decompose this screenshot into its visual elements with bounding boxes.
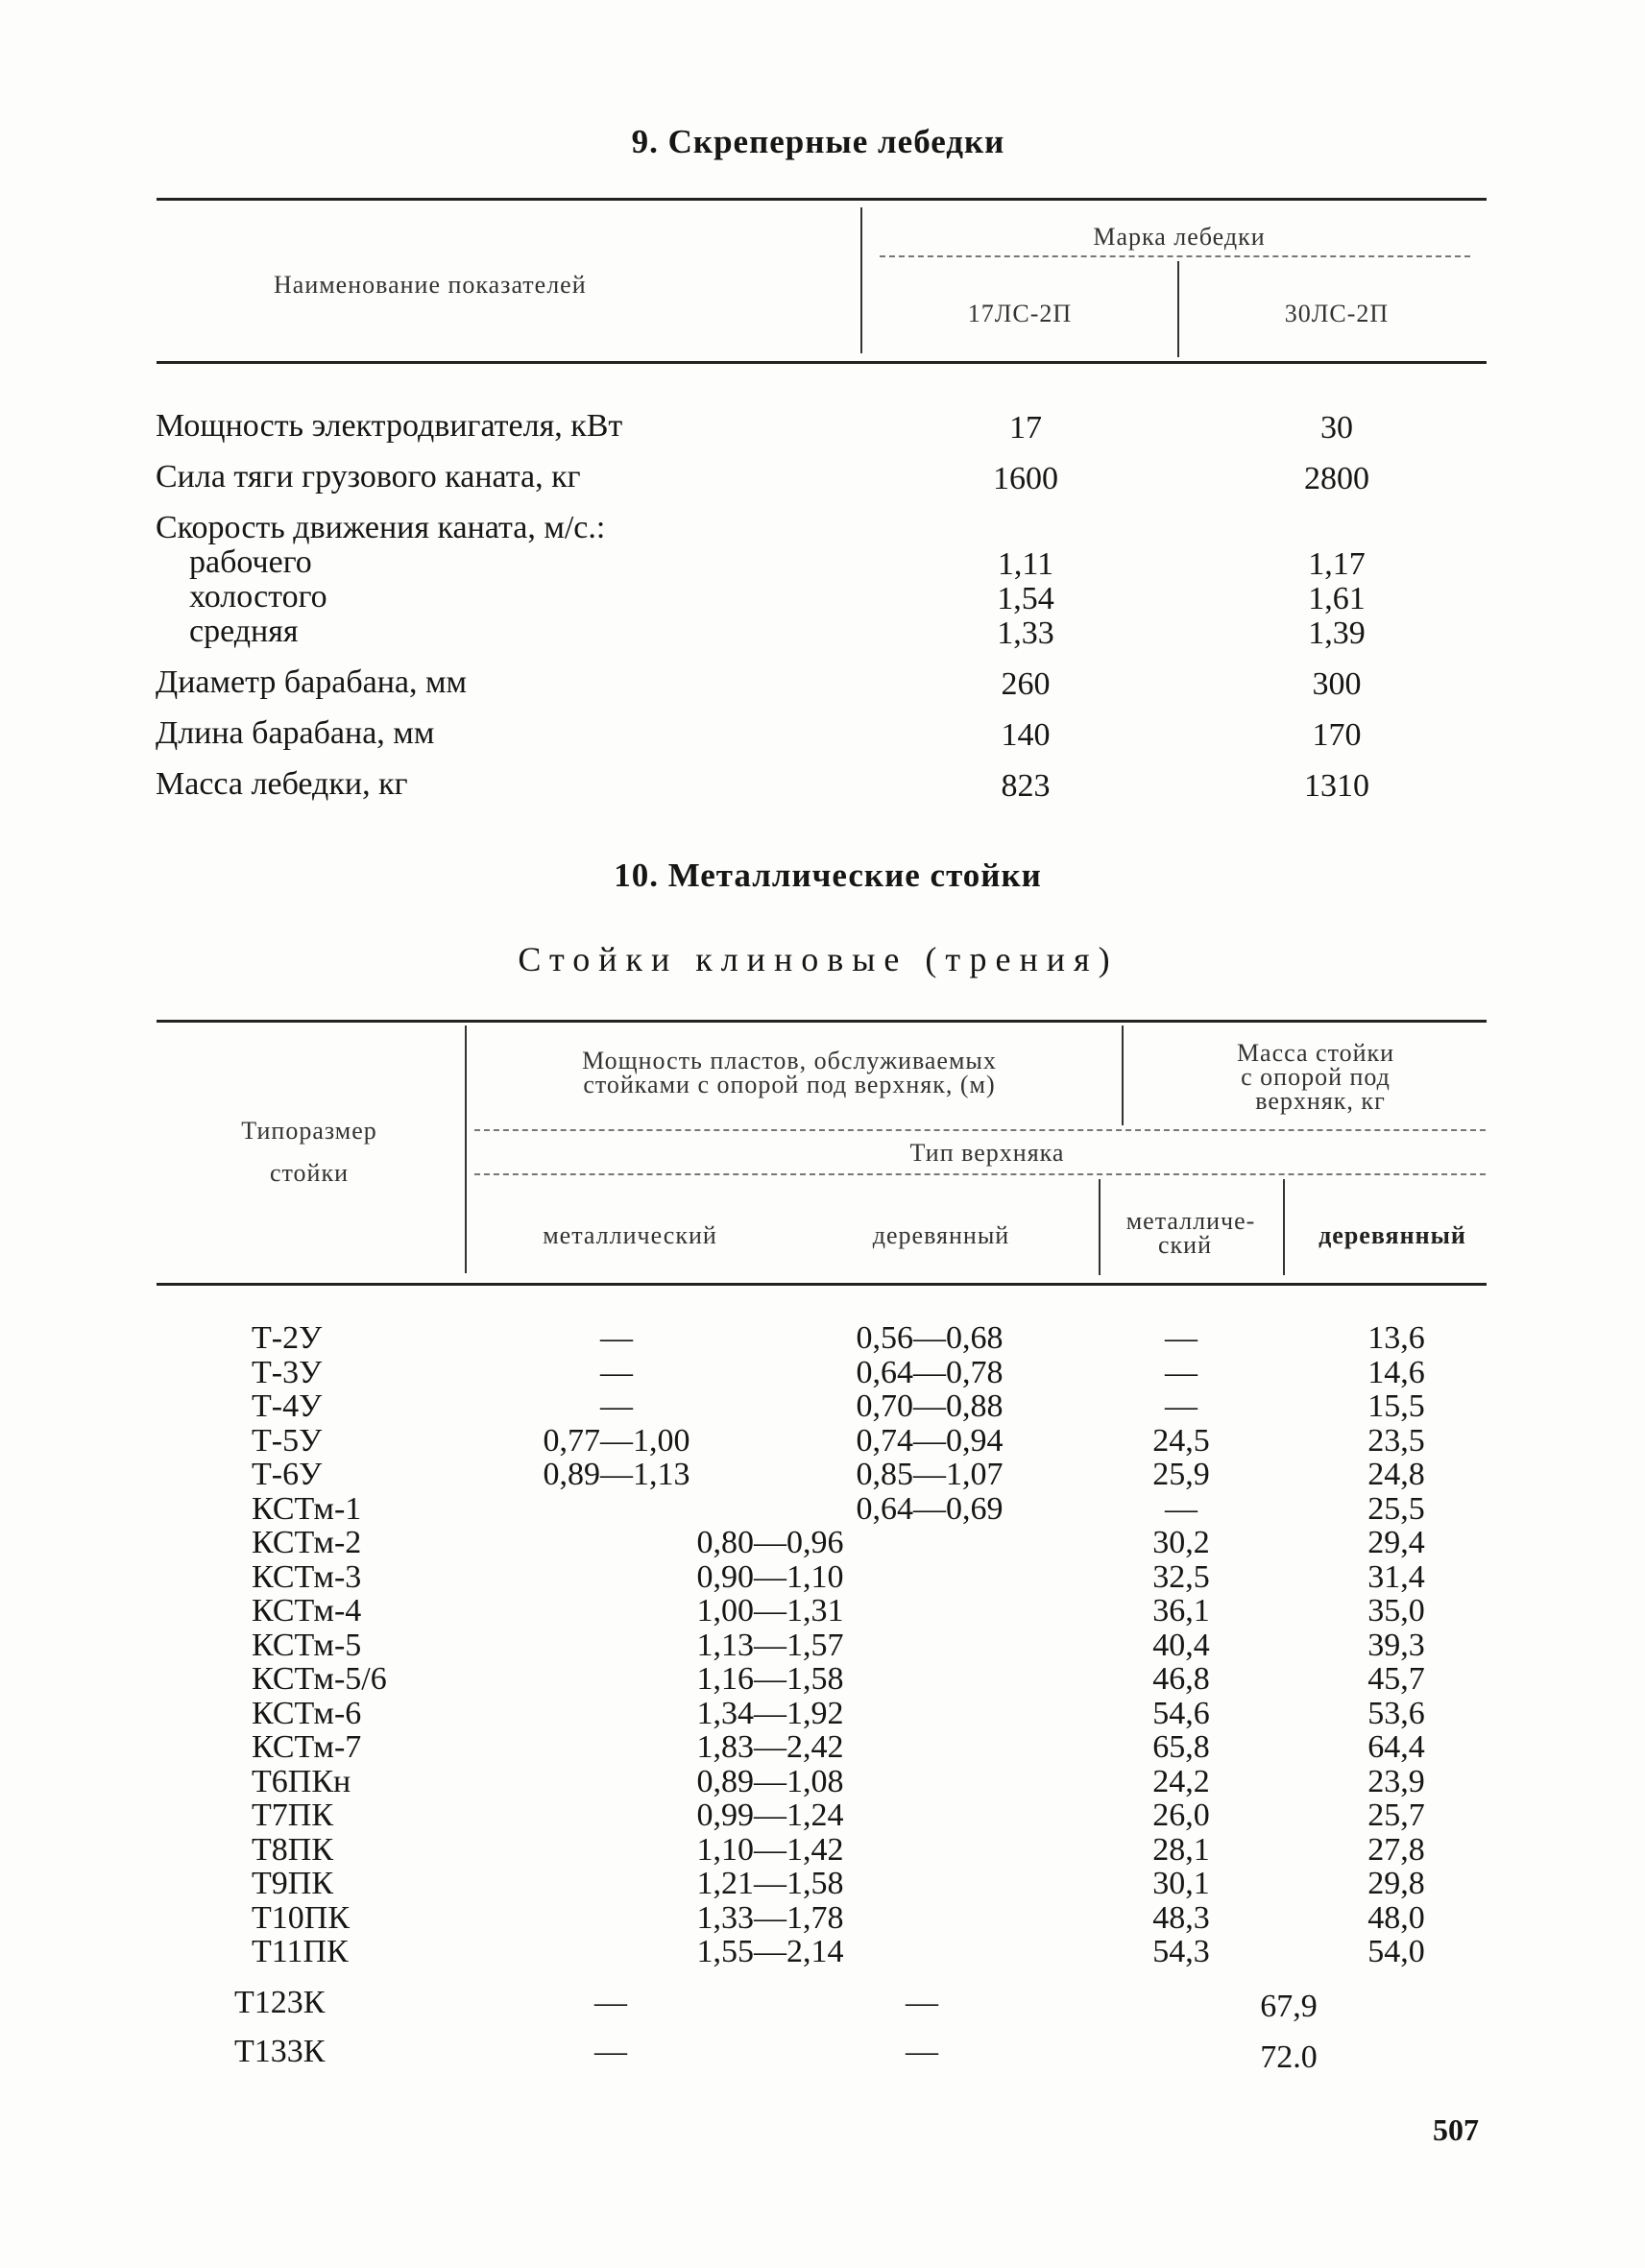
table9-row-label: Длина барабана, мм — [156, 715, 435, 751]
table10-mass-wood-cell: 53,6 — [1367, 1695, 1425, 1731]
table10-mass-metal-cell: 65,8 — [1152, 1729, 1210, 1765]
table10-header-wood: деревянный — [872, 1221, 1010, 1249]
table10-mass-wood-cell: 29,4 — [1367, 1525, 1425, 1560]
table10-thick-wood-cell: — — [906, 2034, 938, 2069]
table10-thick-cell: 1,10—1,42 — [696, 1831, 844, 1868]
table9-row-label: холостого — [189, 579, 327, 615]
table9-row-v1: 1,11 — [997, 546, 1054, 582]
table10-thick-cell: 1,00—1,31 — [696, 1593, 844, 1629]
table9-row-v1: 17 — [1009, 410, 1042, 446]
table10-mass-metal-cell: 24,5 — [1152, 1422, 1210, 1459]
table9-row-v2: 1,61 — [1308, 581, 1366, 616]
table9-row-v1: 823 — [1001, 768, 1051, 804]
table10-type-cell: Т-4У — [252, 1388, 323, 1424]
table10-mass-wood-cell: 35,0 — [1367, 1593, 1425, 1629]
table10-group-rule — [474, 1129, 1486, 1131]
table10-mass-metal-cell: 26,0 — [1152, 1798, 1210, 1833]
table10-type-cell: Т6ПКн — [252, 1763, 351, 1799]
table9-header-col2: 30ЛС-2П — [1284, 300, 1390, 327]
table10-type-cell: Т123К — [234, 1985, 326, 2020]
table10-thick-cell: 0,89—1,08 — [696, 1763, 844, 1799]
table10-mass-metal-cell: 30,1 — [1152, 1866, 1210, 1901]
table10-thick-wood-cell: 0,85—1,07 — [856, 1457, 1004, 1492]
table10-mass-metal-cell: 32,5 — [1152, 1558, 1210, 1595]
table10-subcol-divider-1 — [1099, 1179, 1101, 1275]
table10-thick-cell: 0,90—1,10 — [696, 1558, 844, 1595]
table10-thick-cell: 1,34—1,92 — [696, 1695, 844, 1731]
table10-mass-cell: 67,9 — [1260, 1989, 1318, 2024]
table10-thick-cell: 1,21—1,58 — [696, 1866, 844, 1901]
table10-thick-metal-col — [544, 1321, 690, 1526]
table10-mass-cell: 72.0 — [1260, 2039, 1318, 2075]
table10-mass-metal-cell: — — [1165, 1388, 1197, 1424]
table10-mass-wood-cell: 25,5 — [1367, 1490, 1425, 1527]
table9-row-v2: 2800 — [1304, 461, 1369, 496]
table10-mass-metal-cell: 46,8 — [1152, 1661, 1210, 1697]
table10-mass-wood-cell: 24,8 — [1367, 1457, 1425, 1492]
table10-mass-metal-cell: 30,2 — [1152, 1525, 1210, 1560]
table10-header-type-line1: Типоразмер — [241, 1117, 377, 1145]
table9-header-name: Наименование показателей — [274, 271, 587, 299]
table10-mass-divider — [1122, 1025, 1124, 1125]
table10-type-cell: Т7ПК — [252, 1798, 333, 1833]
table10-thick-wood-cell: 0,74—0,94 — [856, 1422, 1004, 1459]
table10-header-mass-line2: с опорой под — [1241, 1063, 1391, 1091]
table10-mass-wood-cell: 48,0 — [1367, 1899, 1425, 1936]
table9-col-divider — [1177, 261, 1179, 357]
table10-type-divider — [465, 1025, 467, 1273]
table9-group-rule — [880, 255, 1470, 257]
table10-mass-metal-cell: 28,1 — [1152, 1831, 1210, 1868]
table10-subcol-divider-2 — [1283, 1179, 1285, 1275]
table10-thick-wood-col — [857, 1321, 1004, 1526]
table10-mass-wood-cell: 31,4 — [1367, 1558, 1425, 1595]
table10-mass-wood-cell: 23,9 — [1367, 1763, 1425, 1799]
table9-row-v2: 30 — [1320, 410, 1353, 446]
table10-header-rule — [157, 1283, 1487, 1286]
table9-row-label: Масса лебедки, кг — [156, 766, 408, 802]
table9-row-label: рабочего — [189, 544, 312, 580]
table10-thick-metal-cell: 0,77—1,00 — [543, 1422, 690, 1459]
table10-header-mass-line1: Масса стойки — [1236, 1039, 1395, 1067]
table10-type-cell: Т133К — [234, 2034, 326, 2069]
table10-mass-metal-cell: 40,4 — [1152, 1627, 1210, 1663]
table9-row-v2: 1310 — [1304, 768, 1369, 804]
table10-mass-metal-cell: 54,3 — [1152, 1934, 1210, 1969]
table10-mass-wood-cell: 45,7 — [1367, 1661, 1425, 1697]
table10-thick-wood-cell: 0,64—0,69 — [856, 1490, 1004, 1527]
table10-mass-wood-cell: 25,7 — [1367, 1798, 1425, 1833]
table10-type-cell: КСТм-5 — [252, 1627, 362, 1663]
table9-row-v2: 1,17 — [1308, 546, 1366, 582]
table10-thick-cell: 0,80—0,96 — [696, 1525, 844, 1560]
table10-thick-merged-col — [697, 1526, 844, 1969]
table10-thick-metal-cell: — — [600, 1388, 633, 1424]
table10-thick-metal-cell: — — [600, 1320, 633, 1356]
table9-row-v2: 1,39 — [1308, 615, 1366, 651]
table10-mass-wood-cell: 13,6 — [1367, 1320, 1425, 1356]
table10-mass-metal-cell: 54,6 — [1152, 1695, 1210, 1731]
table10-type-cell: Т-5У — [252, 1422, 323, 1459]
section10-subtitle: Стойки клиновые (трения) — [518, 940, 1119, 978]
table9-row-v1: 1,54 — [997, 581, 1054, 616]
table10-type-cell: Т-2У — [252, 1320, 323, 1356]
table10-mass-wood-cell: 14,6 — [1367, 1354, 1425, 1390]
table10-thick-wood-cell: 0,64—0,78 — [856, 1354, 1004, 1390]
table10-header-metal: металлический — [543, 1221, 717, 1249]
table10-type-cell: КСТм-6 — [252, 1695, 362, 1731]
table10-types-merged — [252, 1526, 387, 1969]
table10-thick-metal-cell: — — [594, 2034, 627, 2069]
table10-header-type-line2: стойки — [269, 1159, 350, 1187]
table10-header-wood-bold: деревянный — [1318, 1221, 1466, 1249]
table10-mass-metal-cell: — — [1165, 1320, 1197, 1356]
table9-row-label: Сила тяги грузового каната, кг — [156, 459, 581, 495]
table10-mass-metal-cell: — — [1165, 1490, 1197, 1527]
table10-mass-wood-cell: 27,8 — [1367, 1831, 1425, 1868]
table10-thick-wood-cell: 0,56—0,68 — [856, 1320, 1004, 1356]
table10-thick-cell: 0,99—1,24 — [696, 1798, 844, 1833]
table9-row-v1: 1,33 — [997, 615, 1054, 651]
table10-thick-cell: 1,55—2,14 — [696, 1934, 844, 1969]
table10-header-metal-short-line1: металличе- — [1125, 1207, 1256, 1235]
table10-type-cell: КСТм-1 — [252, 1490, 362, 1527]
table10-header-thickness-line1: Мощность пластов, обслуживаемых — [582, 1047, 997, 1074]
table10-type-cell: Т10ПК — [252, 1899, 350, 1936]
table9-row-v2: 170 — [1312, 717, 1362, 753]
table10-type-cell: Т8ПК — [252, 1831, 333, 1868]
table10-header-mass-line3: верхняк, кг — [1255, 1087, 1386, 1115]
table10-type-cell: Т9ПК — [252, 1866, 333, 1901]
table10-type-cell: Т11ПК — [252, 1934, 349, 1969]
table10-thick-metal-cell — [544, 1492, 690, 1527]
table9-row-v1: 140 — [1001, 717, 1051, 753]
table10-mass-metal-col-split — [1152, 1321, 1210, 1526]
table10-thick-cell: 1,83—2,42 — [696, 1729, 844, 1765]
table10-thick-cell: 1,33—1,78 — [696, 1899, 844, 1936]
table10-mass-wood-cell: 64,4 — [1367, 1729, 1425, 1765]
table10-mass-wood-col-merged — [1367, 1526, 1425, 1969]
table9-header-col1: 17ЛС-2П — [967, 300, 1073, 327]
table9-row-v1: 260 — [1001, 666, 1051, 702]
table9-header-group: Марка лебедки — [1093, 223, 1266, 251]
table9-header-divider — [860, 207, 862, 353]
table10-mass-metal-cell: 36,1 — [1152, 1593, 1210, 1629]
table10-top-rule — [157, 1020, 1487, 1023]
table10-thick-cell: 1,16—1,58 — [696, 1661, 844, 1697]
table10-mass-wood-cell: 54,0 — [1367, 1934, 1425, 1969]
table10-type-cell: КСТм-5/6 — [252, 1661, 387, 1697]
table9-row-label: Диаметр барабана, мм — [156, 664, 468, 700]
table9-row-v2: 300 — [1312, 666, 1362, 702]
table10-thick-cell: 1,13—1,57 — [696, 1627, 844, 1663]
section9-title: 9. Скреперные лебедки — [631, 123, 1005, 160]
table10-mass-wood-col-split — [1367, 1321, 1425, 1526]
table10-mass-wood-cell: 39,3 — [1367, 1627, 1425, 1663]
table10-thick-metal-cell: 0,89—1,13 — [543, 1457, 690, 1492]
table10-thick-metal-cell: — — [594, 1985, 627, 2020]
table10-header-cap-type: Тип верхняка — [909, 1139, 1065, 1167]
table10-mass-metal-cell: — — [1165, 1354, 1197, 1390]
table10-thick-wood-cell: 0,70—0,88 — [856, 1388, 1004, 1424]
table10-type-cell: Т-3У — [252, 1354, 323, 1390]
section10-title: 10. Металлические стойки — [614, 857, 1042, 894]
table10-type-cell: Т-6У — [252, 1457, 323, 1492]
table10-thick-wood-cell: — — [906, 1985, 938, 2020]
table9-row-label: Мощность электродвигателя, кВт — [156, 408, 623, 444]
table10-mass-wood-cell: 29,8 — [1367, 1866, 1425, 1901]
table9-row-label: Скорость движения каната, м/с.: — [156, 510, 606, 545]
table10-type-cell: КСТм-3 — [252, 1558, 362, 1595]
table10-header-metal-short-line2: ский — [1158, 1231, 1212, 1259]
table10-mass-wood-cell: 23,5 — [1367, 1422, 1425, 1459]
page-number: 507 — [1433, 2112, 1479, 2147]
table10-mass-metal-col-merged — [1152, 1526, 1210, 1969]
table9-header-rule — [157, 361, 1487, 364]
table10-mass-metal-cell: 48,3 — [1152, 1899, 1210, 1936]
table10-type-cell: КСТм-4 — [252, 1593, 362, 1629]
table10-mass-metal-cell: 25,9 — [1152, 1457, 1210, 1492]
table10-type-cell: КСТм-7 — [252, 1729, 362, 1765]
table10-mass-metal-cell: 24,2 — [1152, 1763, 1210, 1799]
table10-mass-wood-cell: 15,5 — [1367, 1388, 1425, 1424]
table10-header-thickness-line2: стойками с опорой под верхняк, (м) — [583, 1071, 996, 1098]
table10-cap-rule — [474, 1173, 1486, 1175]
table9-top-rule — [157, 198, 1487, 201]
table10-types-split — [252, 1321, 361, 1526]
table9-row-label: средняя — [189, 614, 299, 649]
table10-thick-metal-cell: — — [600, 1354, 633, 1390]
table9-row-v1: 1600 — [993, 461, 1058, 496]
table10-type-cell: КСТм-2 — [252, 1525, 362, 1560]
